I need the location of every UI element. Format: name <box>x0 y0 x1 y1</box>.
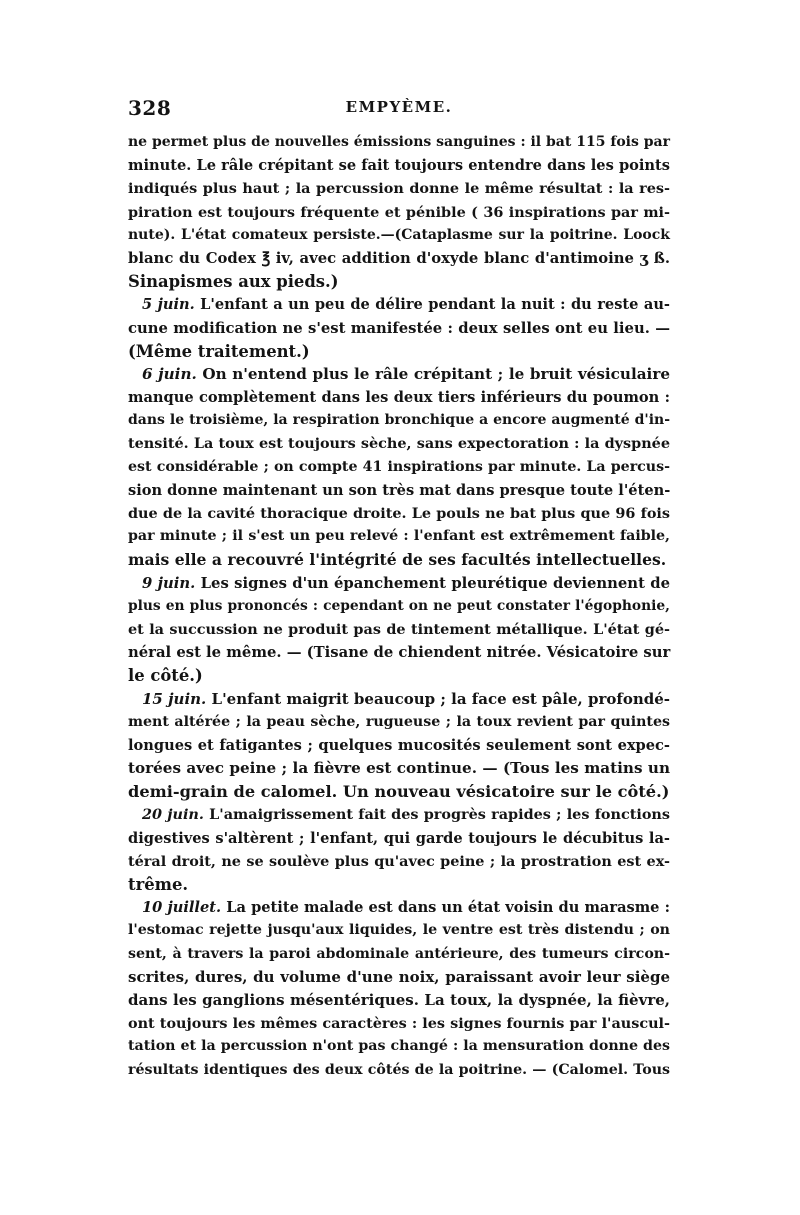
entry-date: 15 juin. <box>142 689 207 708</box>
line-text: scrites, dures, du volume d'une noix, paraissant avoir leur siège <box>128 967 670 986</box>
page-header <box>128 96 670 124</box>
entry-date: 5 juin. <box>142 296 195 314</box>
line-text: L'enfant a un peu de délire pendant la nuit : du reste au- <box>194 296 670 314</box>
line-text: résultats identiques des deux côtés de la poitrine. — (Calomel. Tous <box>128 1061 670 1078</box>
text-line <box>128 803 670 826</box>
line-text: L'amaigrissement fait des progrès rapides ; les fonctions <box>203 806 670 824</box>
text-line <box>128 850 670 873</box>
line-text: L'enfant maigrit beaucoup ; la face est pâle, profondé- <box>206 689 670 708</box>
text-line <box>128 966 670 989</box>
text-line <box>128 363 670 386</box>
text-line <box>128 317 670 340</box>
text-line <box>128 827 670 850</box>
text-line <box>128 456 670 479</box>
text-line <box>128 154 670 177</box>
line-text: ment altérée ; la peau sèche, rugueuse ; la toux revient par quintes <box>128 713 670 730</box>
entry-date: 20 juin. <box>142 806 204 824</box>
line-text: torées avec peine ; la fièvre est continue. — (Tous les matins un <box>128 759 670 778</box>
text-line <box>128 618 670 641</box>
text-line <box>128 780 670 803</box>
entry-date: 9 juin. <box>142 574 196 592</box>
text-line <box>128 572 670 595</box>
line-text: La petite malade est dans un état voisin du marasme : <box>221 899 670 917</box>
entry-date: 10 juillet. <box>142 899 222 917</box>
line-text: néral est le même. — (Tisane de chiendent nitrée. Vésicatoire sur <box>128 644 671 662</box>
line-text: sion donne maintenant un son très mat dans presque toute l'éten- <box>128 481 671 499</box>
line-text: (Même traitement.) <box>128 341 310 361</box>
text-line <box>128 270 670 293</box>
text-line <box>128 201 670 224</box>
line-text: mais elle a recouvré l'intégrité de ses facultés intellectuelles. <box>128 550 667 570</box>
text-line <box>128 641 670 664</box>
text-line <box>128 340 670 363</box>
line-text: indiqués plus haut ; la percussion donne le même résultat : la res- <box>128 180 670 198</box>
text-line <box>128 989 670 1012</box>
body-text <box>128 131 670 1082</box>
line-text: longues et fatigantes ; quelques mucosités seulement sont expec- <box>128 736 670 754</box>
line-text: sent, à travers la paroi abdominale antérieure, des tumeurs circon- <box>128 945 670 962</box>
text-line <box>128 734 670 757</box>
text-line <box>128 386 670 409</box>
line-text: dans le troisième, la respiration bronchique a encore augmenté d'in- <box>128 412 670 429</box>
line-text: tation et la percussion n'ont pas changé : la mensuration donne des <box>128 1038 670 1055</box>
line-text: piration est toujours fréquente et pénible ( 36 inspirations par mi- <box>128 203 670 221</box>
text-line <box>128 525 670 548</box>
entry-date: 6 juin. <box>142 364 197 383</box>
line-text: est considérable ; on compte 41 inspirations par minute. La percus- <box>128 458 670 475</box>
text-line <box>128 757 670 780</box>
line-text: ne permet plus de nouvelles émissions sanguines : il bat 115 fois par <box>128 134 670 150</box>
line-text: Les signes d'un épanchement pleurétique deviennent de <box>195 574 671 592</box>
line-text: plus en plus prononcés : cependant on ne peut constater l'égophonie, <box>128 597 670 614</box>
line-text: dans les ganglions mésentériques. La toux, la dyspnée, la fièvre, <box>128 990 670 1009</box>
text-line <box>128 595 670 618</box>
line-text: On n'entend plus le râle crépitant ; le bruit vésiculaire <box>196 364 670 383</box>
text-line <box>128 896 670 919</box>
text-line <box>128 224 670 247</box>
text-line <box>128 177 670 200</box>
text-line <box>128 711 670 734</box>
page-number: 328 <box>128 96 172 120</box>
text-line <box>128 688 670 711</box>
line-text: digestives s'altèrent ; l'enfant, qui garde toujours le décubitus la- <box>128 829 670 847</box>
line-text: ont toujours les mêmes caractères : les signes fournis par l'auscul- <box>128 1015 670 1033</box>
line-text: tensité. La toux est toujours sèche, sans expectoration : la dyspnée <box>128 435 670 453</box>
line-text: due de la cavité thoracique droite. Le pouls ne bat plus que 96 fois <box>128 505 670 522</box>
line-text: téral droit, ne se soulève plus qu'avec peine ; la prostration est ex- <box>128 852 670 870</box>
text-line <box>128 1059 670 1082</box>
text-line <box>128 479 670 502</box>
text-line <box>128 131 670 154</box>
text-line <box>128 664 670 687</box>
text-line <box>128 943 670 966</box>
line-text: nute). L'état comateux persiste.—(Cataplasme sur la poitrine. Loock <box>128 226 670 243</box>
text-line <box>128 1035 670 1058</box>
line-text: manque complètement dans les deux tiers inférieurs du poumon : <box>128 389 670 407</box>
line-text: trême. <box>128 875 189 894</box>
line-text: le côté.) <box>128 666 203 686</box>
running-head: EMPYÈME. <box>345 98 453 116</box>
text-line <box>128 873 670 896</box>
text-line <box>128 293 670 316</box>
text-line <box>128 548 670 571</box>
text-line <box>128 919 670 942</box>
line-text: minute. Le râle crépitant se fait toujours entendre dans les points <box>128 157 670 175</box>
text-line <box>128 1012 670 1035</box>
line-text: et la succussion ne produit pas de tintement métallique. L'état gé- <box>128 620 670 638</box>
line-text: l'estomac rejette jusqu'aux liquides, le ventre est très distendu ; on <box>128 922 670 939</box>
text-line <box>128 502 670 525</box>
line-text: Sinapismes aux pieds.) <box>128 272 339 292</box>
text-line <box>128 247 670 270</box>
text-line <box>128 409 670 432</box>
line-text: blanc du Codex ℥ iv, avec addition d'oxyde blanc d'antimoine ʒ ß. <box>128 249 670 267</box>
text-line <box>128 432 670 455</box>
line-text: par minute ; il s'est un peu relevé : l'enfant est extrêmement faible, <box>128 528 670 545</box>
line-text: demi-grain de calomel. Un nouveau vésicatoire sur le côté.) <box>128 782 670 802</box>
line-text: cune modification ne s'est manifestée : deux selles ont eu lieu. — <box>128 319 670 337</box>
